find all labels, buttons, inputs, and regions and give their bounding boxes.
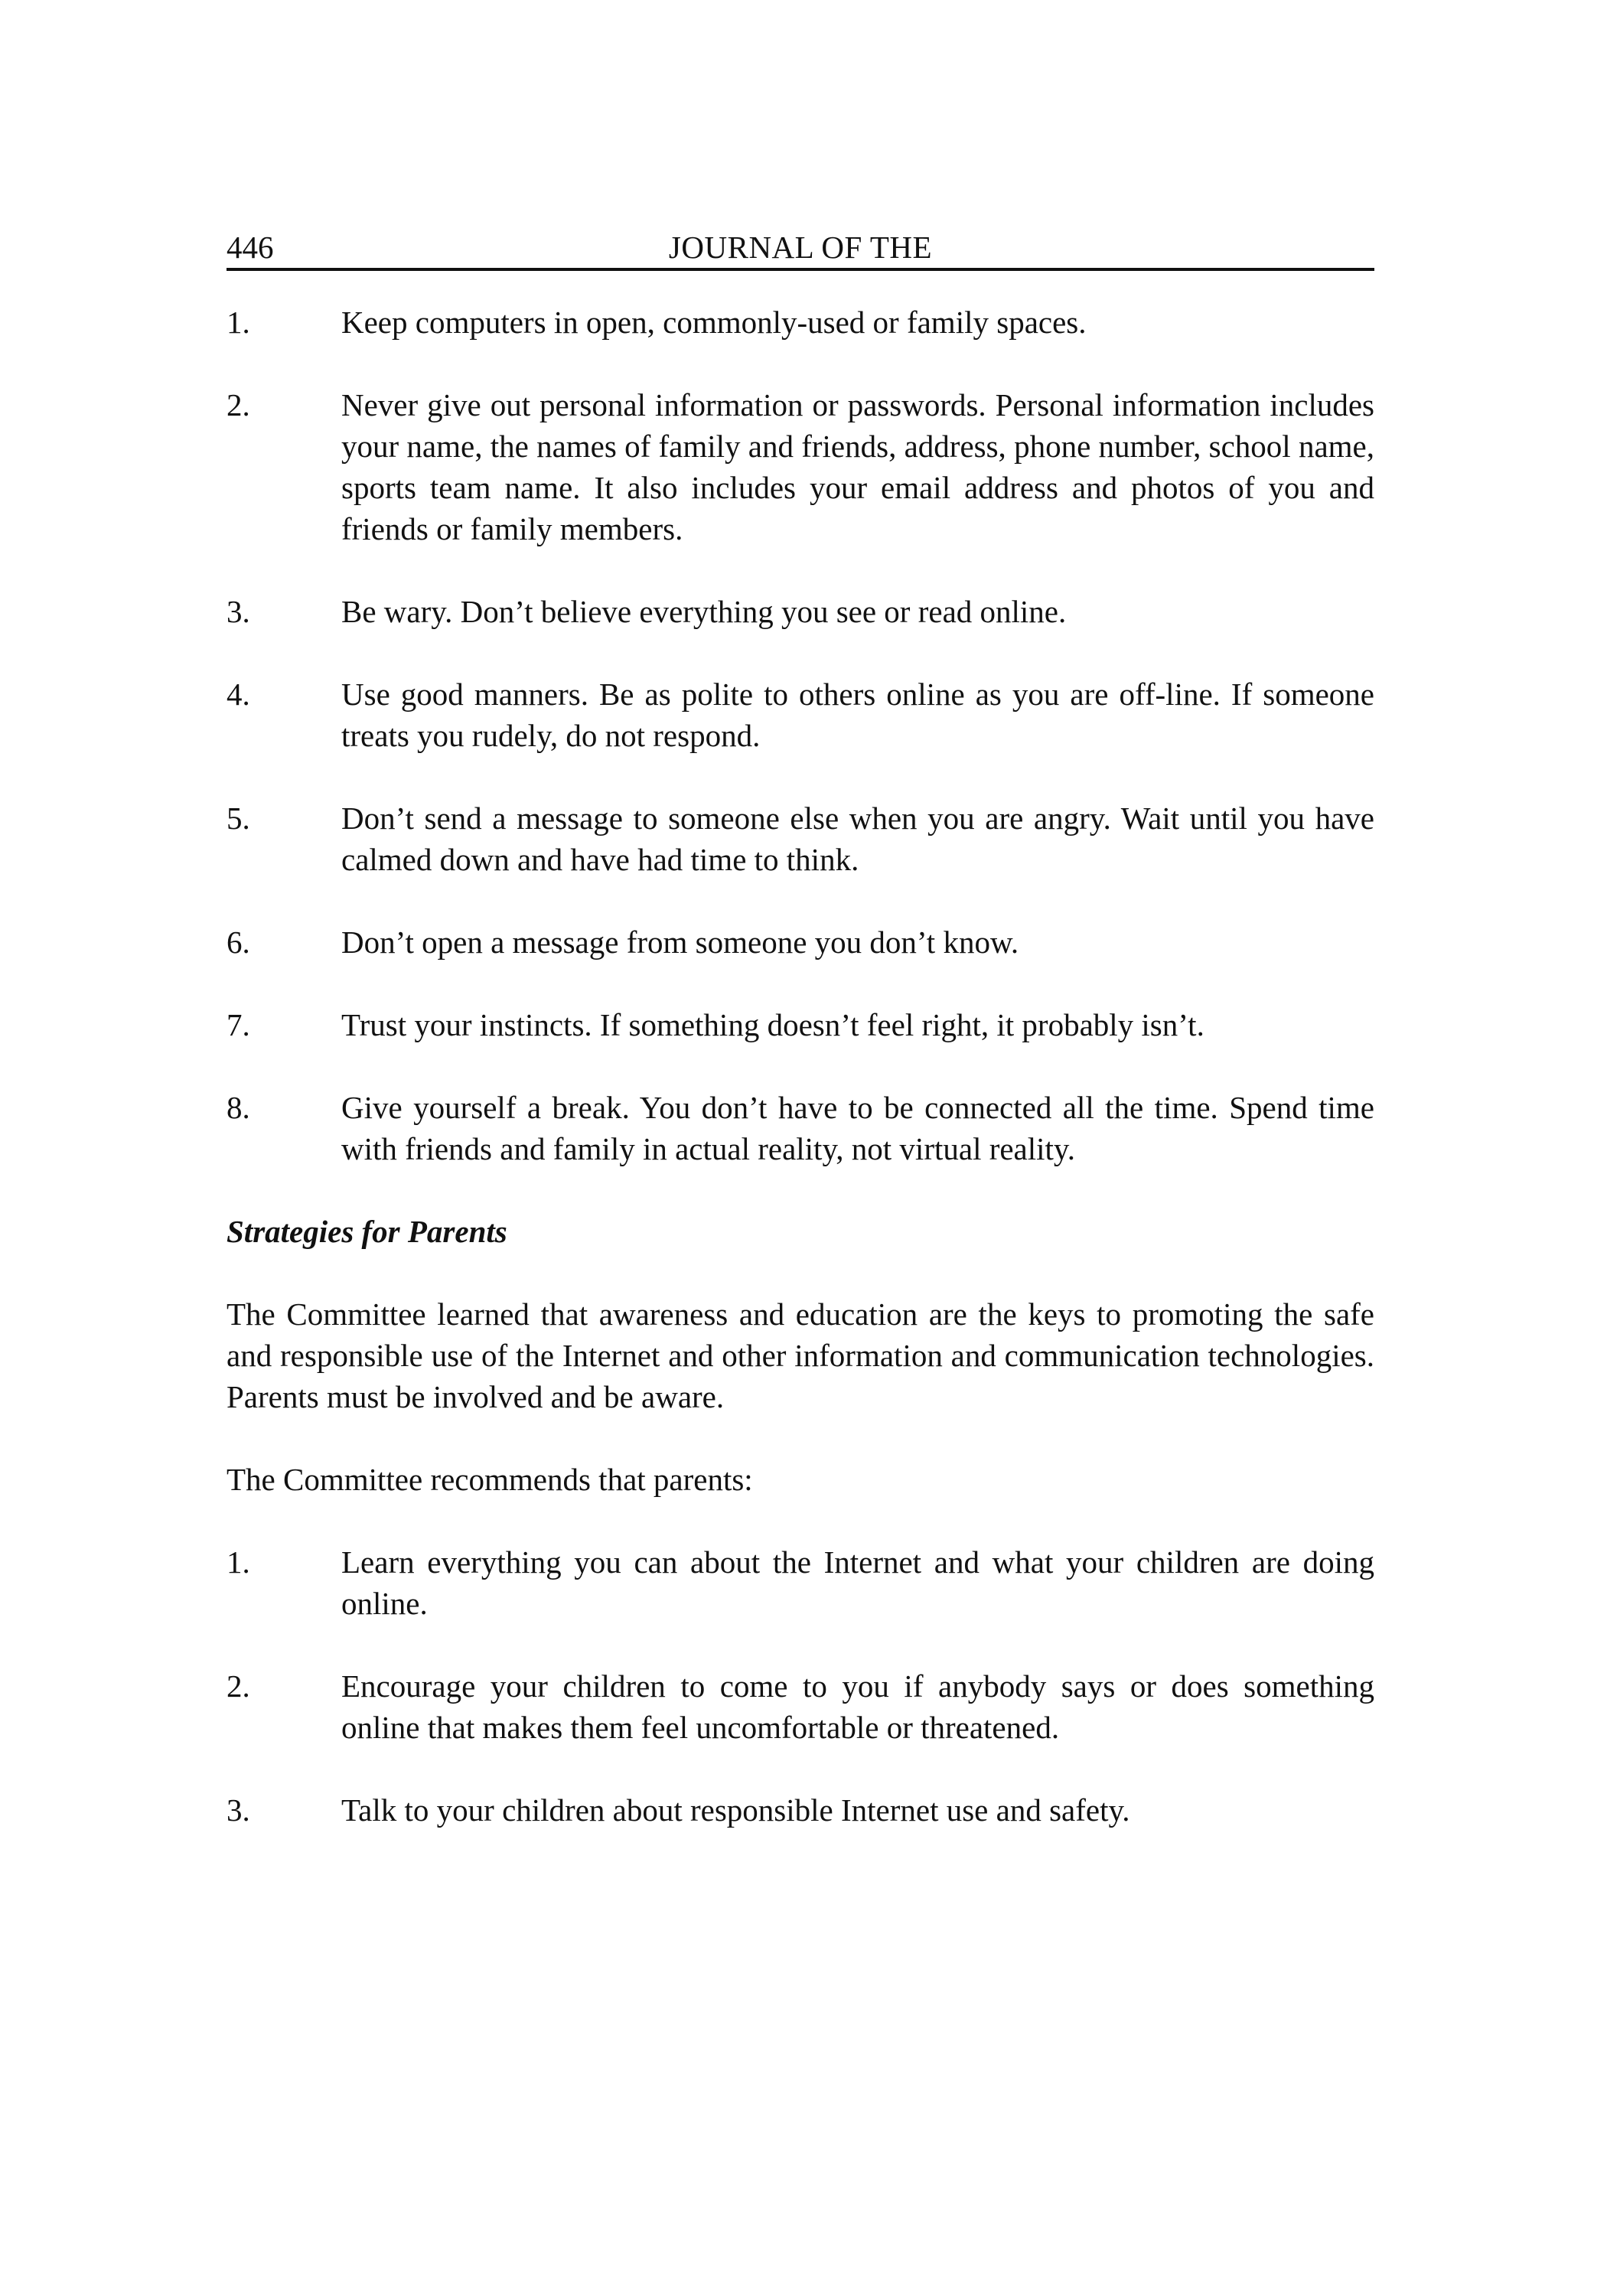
item-number: 2. [227,387,250,422]
list-item [227,1789,1374,1831]
item-number: 7. [227,1007,250,1042]
item-text: Give yourself a break. You don’t have to be connected all the time. Spend time with friends and family in actual reality, not virtual reality. [341,1090,1374,1166]
item-number: 4. [227,677,250,712]
list-item [227,1541,1374,1624]
list-item [227,673,1374,756]
item-text: Use good manners. Be as polite to others online as you are off-line. If someone treats you rudely, do not respond. [341,677,1374,753]
journal-page [227,227,1374,1831]
running-header [227,227,1374,271]
list-item [227,921,1374,963]
list-item [227,302,1374,343]
list-item [227,1087,1374,1169]
item-text: Don’t send a message to someone else when you are angry. Wait until you have calmed down and have had time to think. [341,801,1374,877]
item-text: Never give out personal information or passwords. Personal information includes your name, the names of family and friends, address, phone number, school name, sports team name. It also includes your email address and photos of you and friends or family members. [341,387,1374,546]
list-item [227,384,1374,550]
item-number: 1. [227,1544,250,1580]
body-paragraph: The Committee learned that awareness and education are the keys to promoting the safe and responsible use of the Internet and other information and communication technologies. Parents must be involved and be aware. [227,1296,1374,1414]
item-text: Learn everything you can about the Internet and what your children are doing online. [341,1544,1374,1621]
journal-title: JOURNAL OF THE [668,230,933,265]
item-number: 2. [227,1668,250,1704]
item-number: 6. [227,925,250,960]
list-item [227,1665,1374,1748]
item-number: 3. [227,594,250,629]
item-text: Be wary. Don’t believe everything you see or read online. [341,594,1067,629]
item-text: Talk to your children about responsible Internet use and safety. [341,1792,1130,1828]
section-heading: Strategies for Parents [227,1214,507,1249]
item-text: Keep computers in open, commonly-used or family spaces. [341,305,1087,340]
parent-tips-list [227,1541,1374,1831]
list-item [227,591,1374,632]
page-number: 446 [227,230,274,265]
list-item [227,797,1374,880]
item-number: 8. [227,1090,250,1125]
item-number: 1. [227,305,250,340]
item-number: 5. [227,801,250,836]
list-item [227,1004,1374,1045]
item-text: Don’t open a message from someone you don’t know. [341,925,1019,960]
item-number: 3. [227,1792,250,1828]
item-text: Trust your instincts. If something doesn’t feel right, it probably isn’t. [341,1007,1204,1042]
kids-tips-list [227,302,1374,1169]
item-text: Encourage your children to come to you if anybody says or does something online that makes them feel uncomfortable or threatened. [341,1668,1374,1745]
body-paragraph: The Committee recommends that parents: [227,1462,753,1497]
